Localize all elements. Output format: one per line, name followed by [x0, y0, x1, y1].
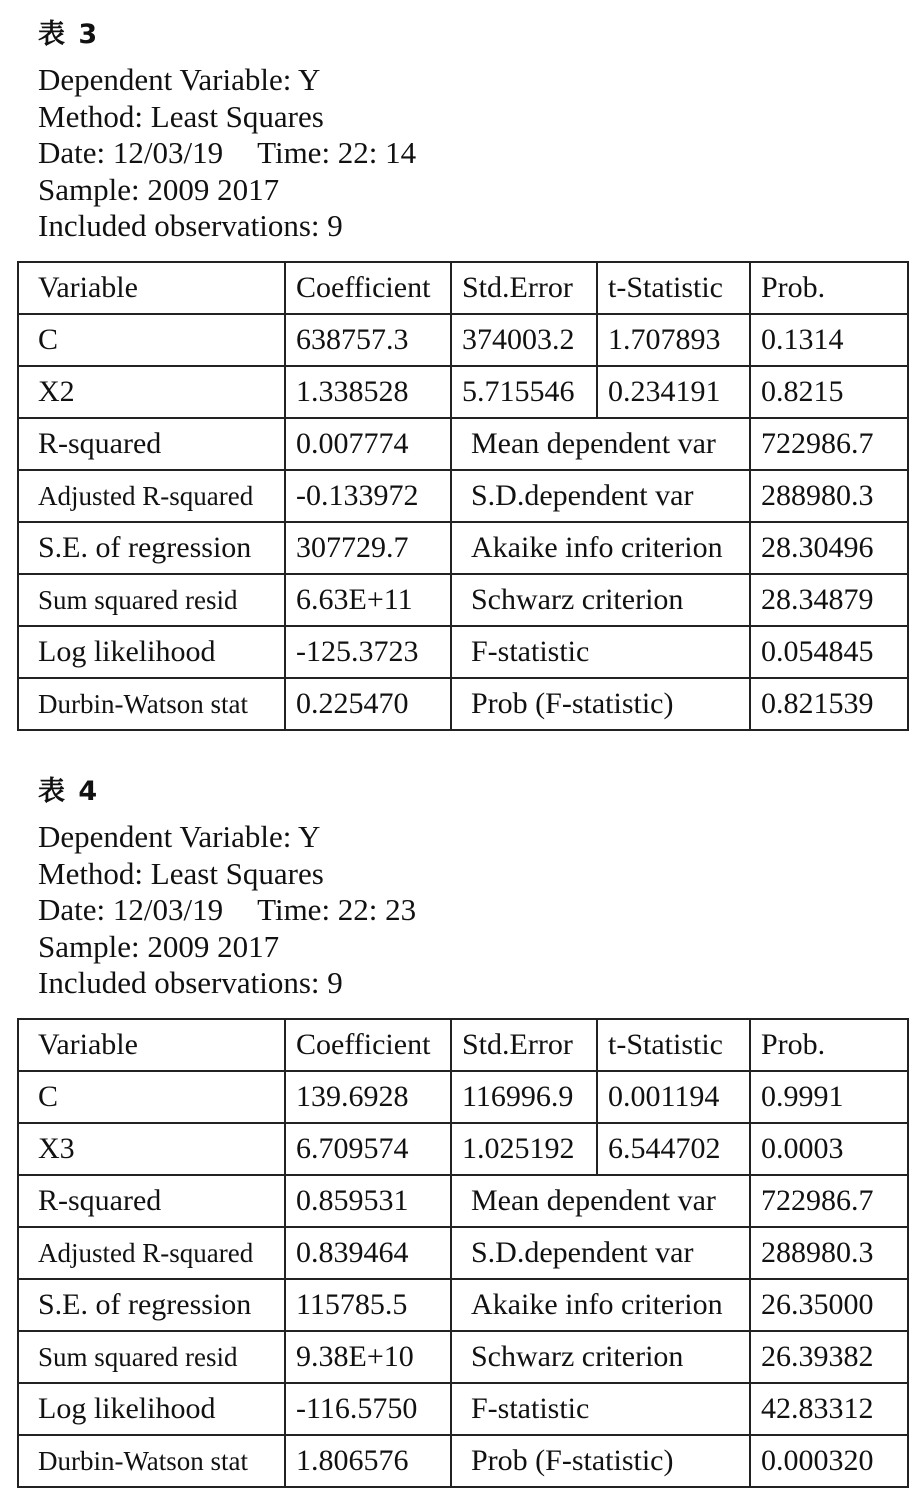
- stat-value: 722986.7: [750, 1175, 908, 1227]
- variable-name: X2: [18, 366, 285, 418]
- stat-value: 0.839464: [285, 1227, 451, 1279]
- time-text: Time: 22: 23: [257, 892, 417, 927]
- stat-value: 0.859531: [285, 1175, 451, 1227]
- t-statistic-value: 0.234191: [597, 366, 750, 418]
- stat-row: [18, 470, 908, 522]
- date-text: Date: 12/03/19: [38, 135, 224, 170]
- header-cell: t-Statistic: [597, 1019, 750, 1071]
- stat-value: 26.39382: [750, 1331, 908, 1383]
- stat-label: R-squared: [18, 418, 285, 470]
- t-statistic-value: 0.001194: [597, 1071, 750, 1123]
- stat-row: [18, 1175, 908, 1227]
- stat-value: 288980.3: [750, 1227, 908, 1279]
- header-cell: Variable: [18, 262, 285, 314]
- stat-label: Akaike info criterion: [451, 1279, 750, 1331]
- stat-label: R-squared: [18, 1175, 285, 1227]
- stat-label: S.E. of regression: [18, 522, 285, 574]
- stat-row: [18, 1227, 908, 1279]
- stat-label: Mean dependent var: [451, 418, 750, 470]
- coef-row: [18, 1123, 908, 1175]
- prob-value: 0.1314: [750, 314, 908, 366]
- coef-row: [18, 366, 908, 418]
- variable-name: X3: [18, 1123, 285, 1175]
- stat-value: 0.054845: [750, 626, 908, 678]
- header-cell: Coefficient: [285, 1019, 451, 1071]
- header-cell: t-Statistic: [597, 262, 750, 314]
- stat-label: S.E. of regression: [18, 1279, 285, 1331]
- sample-line: Sample: 2009 2017: [38, 171, 280, 207]
- coef-row: [18, 314, 908, 366]
- stat-label: Adjusted R-squared: [18, 470, 285, 522]
- stat-label: S.D.dependent var: [451, 1227, 750, 1279]
- stat-value: -116.5750: [285, 1383, 451, 1435]
- stat-value: 6.63E+11: [285, 574, 451, 626]
- std-error-value: 374003.2: [451, 314, 597, 366]
- method-line: Method: Least Squares: [38, 98, 324, 134]
- stat-value: 28.34879: [750, 574, 908, 626]
- header-cell: Coefficient: [285, 262, 451, 314]
- stat-value: -0.133972: [285, 470, 451, 522]
- coefficient-value: 6.709574: [285, 1123, 451, 1175]
- header-cell: Variable: [18, 1019, 285, 1071]
- stat-label: Prob (F-statistic): [451, 1435, 750, 1487]
- stat-value: 0.000320: [750, 1435, 908, 1487]
- stat-row: [18, 1435, 908, 1487]
- stat-value: -125.3723: [285, 626, 451, 678]
- stat-value: 288980.3: [750, 470, 908, 522]
- coefficient-value: 139.6928: [285, 1071, 451, 1123]
- stat-row: [18, 522, 908, 574]
- coef-row: [18, 1071, 908, 1123]
- header-cell: Std.Error: [451, 262, 597, 314]
- stat-label: Durbin-Watson stat: [18, 1435, 285, 1487]
- stat-label: Adjusted R-squared: [18, 1227, 285, 1279]
- table-title: 表 3: [38, 19, 100, 50]
- stat-label: Sum squared resid: [18, 574, 285, 626]
- stat-label: Akaike info criterion: [451, 522, 750, 574]
- stat-row: [18, 626, 908, 678]
- table-header-row: [18, 262, 908, 314]
- variable-name: C: [18, 314, 285, 366]
- header-cell: Prob.: [750, 1019, 908, 1071]
- stat-row: [18, 1383, 908, 1435]
- stat-row: [18, 574, 908, 626]
- regression-table: [17, 261, 909, 731]
- table-title: 表 4: [38, 776, 100, 807]
- coefficient-value: 1.338528: [285, 366, 451, 418]
- stat-value: 0.007774: [285, 418, 451, 470]
- stat-value: 26.35000: [750, 1279, 908, 1331]
- stat-value: 722986.7: [750, 418, 908, 470]
- stat-label: Prob (F-statistic): [451, 678, 750, 730]
- table-header-row: [18, 1019, 908, 1071]
- dependent-variable-line: Dependent Variable: Y: [38, 62, 321, 97]
- stat-row: [18, 1279, 908, 1331]
- stat-label: Durbin-Watson stat: [18, 678, 285, 730]
- stat-value: 1.806576: [285, 1435, 451, 1487]
- stat-value: 42.83312: [750, 1383, 908, 1435]
- stat-value: 0.225470: [285, 678, 451, 730]
- t-statistic-value: 6.544702: [597, 1123, 750, 1175]
- sample-line: Sample: 2009 2017: [38, 928, 280, 964]
- stat-row: [18, 1331, 908, 1383]
- stat-label: F-statistic: [451, 626, 750, 678]
- regression-meta: [38, 819, 416, 1002]
- stat-label: F-statistic: [451, 1383, 750, 1435]
- stat-row: [18, 418, 908, 470]
- header-cell: Prob.: [750, 262, 908, 314]
- stat-value: 28.30496: [750, 522, 908, 574]
- stat-label: Mean dependent var: [451, 1175, 750, 1227]
- std-error-value: 1.025192: [451, 1123, 597, 1175]
- prob-value: 0.9991: [750, 1071, 908, 1123]
- stat-value: 0.821539: [750, 678, 908, 730]
- observations-line: Included observations: 9: [38, 965, 343, 1000]
- stat-label: Schwarz criterion: [451, 574, 750, 626]
- method-line: Method: Least Squares: [38, 855, 324, 891]
- time-text: Time: 22: 14: [257, 135, 417, 170]
- stat-value: 307729.7: [285, 522, 451, 574]
- variable-name: C: [18, 1071, 285, 1123]
- stat-label: Sum squared resid: [18, 1331, 285, 1383]
- stat-label: S.D.dependent var: [451, 470, 750, 522]
- stat-value: 9.38E+10: [285, 1331, 451, 1383]
- stat-row: [18, 678, 908, 730]
- header-cell: Std.Error: [451, 1019, 597, 1071]
- std-error-value: 5.715546: [451, 366, 597, 418]
- stat-label: Schwarz criterion: [451, 1331, 750, 1383]
- dependent-variable-line: Dependent Variable: Y: [38, 819, 321, 854]
- t-statistic-value: 1.707893: [597, 314, 750, 366]
- date-time-line: [38, 892, 416, 929]
- prob-value: 0.0003: [750, 1123, 908, 1175]
- stat-label: Log likelihood: [18, 626, 285, 678]
- regression-meta: [38, 62, 416, 245]
- prob-value: 0.8215: [750, 366, 908, 418]
- stat-value: 115785.5: [285, 1279, 451, 1331]
- observations-line: Included observations: 9: [38, 208, 343, 243]
- std-error-value: 116996.9: [451, 1071, 597, 1123]
- date-text: Date: 12/03/19: [38, 892, 224, 927]
- date-time-line: [38, 135, 416, 172]
- regression-table: [17, 1018, 909, 1488]
- stat-label: Log likelihood: [18, 1383, 285, 1435]
- coefficient-value: 638757.3: [285, 314, 451, 366]
